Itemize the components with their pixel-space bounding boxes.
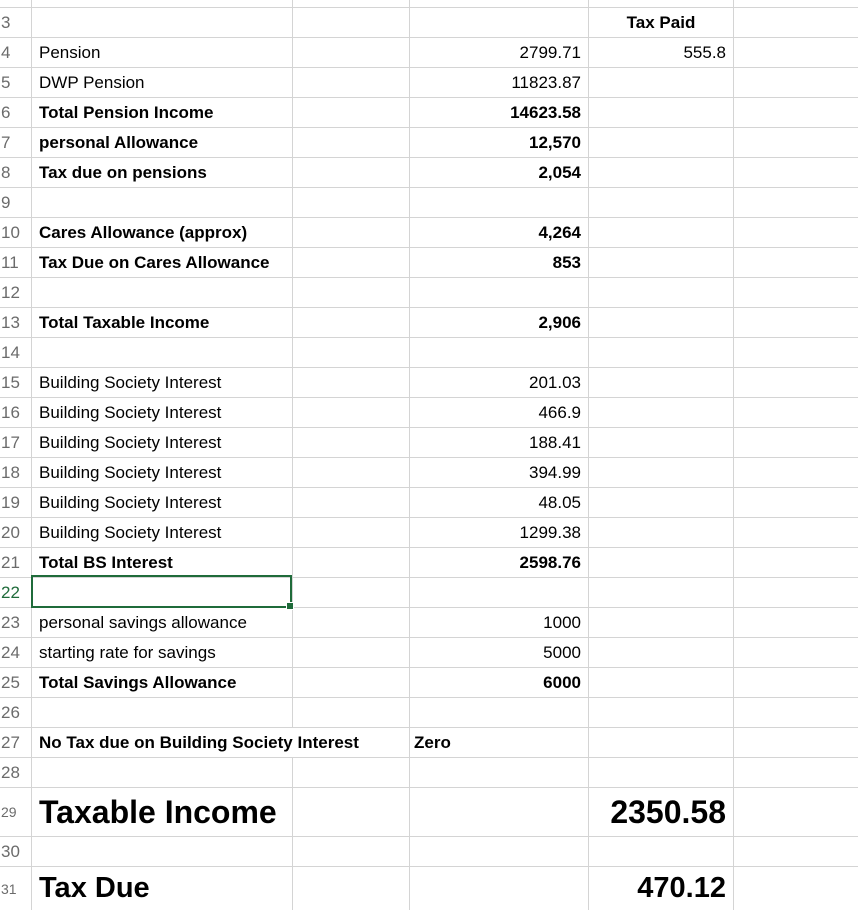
cell-d28[interactable]	[588, 758, 733, 787]
cell-e25[interactable]	[733, 668, 858, 697]
row-9	[0, 188, 858, 218]
cell-e27[interactable]	[733, 728, 858, 757]
row-number[interactable]: 26	[1, 702, 20, 722]
cell-c10[interactable]: 4,264	[409, 218, 588, 247]
cell-d3-tax-paid-header[interactable]: Tax Paid	[588, 8, 733, 37]
grid-top-edge	[0, 0, 858, 8]
row-17	[0, 428, 858, 458]
cell-d13[interactable]	[588, 308, 733, 337]
cell-e28[interactable]	[733, 758, 858, 787]
row-31	[0, 867, 858, 910]
cell-c7[interactable]: 12,570	[409, 128, 588, 157]
row-number[interactable]: 17	[1, 432, 20, 452]
cell-c20[interactable]: 1299.38	[409, 518, 588, 547]
cell-b19[interactable]	[292, 488, 409, 517]
cell-e14[interactable]	[733, 338, 858, 367]
row-22	[0, 578, 858, 608]
cell-d31[interactable]: 470.12	[588, 867, 733, 910]
cell-a6[interactable]: Total Pension Income	[31, 98, 292, 127]
grid-col-divider	[409, 0, 410, 8]
cell-d11[interactable]	[588, 248, 733, 277]
row-number[interactable]: 15	[1, 372, 20, 392]
cell-b29[interactable]	[292, 788, 409, 836]
cell-c19[interactable]: 48.05	[409, 488, 588, 517]
cell-d17[interactable]	[588, 428, 733, 457]
cell-a21[interactable]: Total BS Interest	[31, 548, 292, 577]
cell-a18[interactable]: Building Society Interest	[31, 458, 292, 487]
cell-c24[interactable]: 5000	[409, 638, 588, 667]
cell-d4[interactable]: 555.8	[588, 38, 733, 67]
cell-a3[interactable]	[31, 8, 292, 37]
cell-c26[interactable]	[409, 698, 588, 727]
cell-c9[interactable]	[409, 188, 588, 217]
cell-c5[interactable]: 11823.87	[409, 68, 588, 97]
cell-d5[interactable]	[588, 68, 733, 97]
row-number[interactable]: 12	[1, 282, 20, 302]
row-number[interactable]: 14	[1, 342, 20, 362]
cell-d9[interactable]	[588, 188, 733, 217]
row-11	[0, 248, 858, 278]
row-12	[0, 278, 858, 308]
grid-col-divider	[588, 0, 589, 8]
cell-b24[interactable]	[292, 638, 409, 667]
cell-b10[interactable]	[292, 218, 409, 247]
cell-b15[interactable]	[292, 368, 409, 397]
cell-d18[interactable]	[588, 458, 733, 487]
cell-d10[interactable]	[588, 218, 733, 247]
cell-a13[interactable]: Total Taxable Income	[31, 308, 292, 337]
cell-e26[interactable]	[733, 698, 858, 727]
row-6	[0, 98, 858, 128]
cell-e7[interactable]	[733, 128, 858, 157]
cell-a23[interactable]: personal savings allowance	[31, 608, 292, 637]
row-number[interactable]: 7	[1, 132, 11, 152]
cell-b16[interactable]	[292, 398, 409, 427]
row-number[interactable]: 30	[1, 841, 20, 861]
cell-c3[interactable]	[409, 8, 588, 37]
cell-c14[interactable]	[409, 338, 588, 367]
cell-e11[interactable]	[733, 248, 858, 277]
row-21	[0, 548, 858, 578]
cell-c12[interactable]	[409, 278, 588, 307]
cell-d23[interactable]	[588, 608, 733, 637]
cell-e19[interactable]	[733, 488, 858, 517]
row-number[interactable]: 10	[1, 222, 20, 242]
row-10	[0, 218, 858, 248]
row-27	[0, 728, 858, 758]
row-13	[0, 308, 858, 338]
cell-d26[interactable]	[588, 698, 733, 727]
cell-c30[interactable]	[409, 837, 588, 866]
row-number[interactable]: 8	[1, 162, 11, 182]
row-8	[0, 158, 858, 188]
cell-d22[interactable]	[588, 578, 733, 607]
fill-handle[interactable]	[286, 602, 294, 610]
row-number[interactable]: 24	[1, 642, 20, 662]
cell-b22[interactable]	[292, 578, 409, 607]
cell-e22[interactable]	[733, 578, 858, 607]
cell-a4[interactable]: Pension	[31, 38, 292, 67]
cell-b17[interactable]	[292, 428, 409, 457]
row-number[interactable]: 3	[1, 12, 11, 32]
cell-c29[interactable]	[409, 788, 588, 836]
cell-a12[interactable]	[31, 278, 292, 307]
cell-a27[interactable]: No Tax due on Building Society Interest	[31, 728, 409, 757]
cell-c17[interactable]: 188.41	[409, 428, 588, 457]
cell-b13[interactable]	[292, 308, 409, 337]
cell-a22-selected[interactable]	[31, 578, 292, 607]
row-23	[0, 608, 858, 638]
row-5	[0, 68, 858, 98]
row-14	[0, 338, 858, 368]
cell-c25[interactable]: 6000	[409, 668, 588, 697]
row-26	[0, 698, 858, 728]
row-18	[0, 458, 858, 488]
row-number[interactable]: 20	[1, 522, 20, 542]
cell-a5[interactable]: DWP Pension	[31, 68, 292, 97]
cell-e31[interactable]	[733, 867, 858, 910]
cell-d19[interactable]	[588, 488, 733, 517]
cell-e29[interactable]	[733, 788, 858, 836]
cell-e20[interactable]	[733, 518, 858, 547]
cell-a16[interactable]: Building Society Interest	[31, 398, 292, 427]
grid-col-divider	[733, 0, 734, 8]
cell-e6[interactable]	[733, 98, 858, 127]
row-3	[0, 8, 858, 38]
cell-d14[interactable]	[588, 338, 733, 367]
cell-c6[interactable]: 14623.58	[409, 98, 588, 127]
cell-e5[interactable]	[733, 68, 858, 97]
cell-e12[interactable]	[733, 278, 858, 307]
grid-col-divider	[292, 0, 293, 8]
cell-b28[interactable]	[292, 758, 409, 787]
cell-b7[interactable]	[292, 128, 409, 157]
row-30	[0, 837, 858, 867]
row-number[interactable]: 13	[1, 312, 20, 332]
cell-e17[interactable]	[733, 428, 858, 457]
cell-a14[interactable]	[31, 338, 292, 367]
cell-c31[interactable]	[409, 867, 588, 910]
row-number[interactable]: 16	[1, 402, 20, 422]
cell-d25[interactable]	[588, 668, 733, 697]
row-19	[0, 488, 858, 518]
cell-a7[interactable]: personal Allowance	[31, 128, 292, 157]
cell-a17[interactable]: Building Society Interest	[31, 428, 292, 457]
cell-a29[interactable]: Taxable Income	[31, 788, 292, 836]
cell-a9[interactable]	[31, 188, 292, 217]
row-28	[0, 758, 858, 788]
cell-c22[interactable]	[409, 578, 588, 607]
cell-d6[interactable]	[588, 98, 733, 127]
cell-b25[interactable]	[292, 668, 409, 697]
cell-b3[interactable]	[292, 8, 409, 37]
cell-b4[interactable]	[292, 38, 409, 67]
cell-a31[interactable]: Tax Due	[31, 867, 292, 910]
cell-a10[interactable]: Cares Allowance (approx)	[31, 218, 292, 247]
cell-b6[interactable]	[292, 98, 409, 127]
grid-col-divider	[31, 0, 32, 8]
cell-e18[interactable]	[733, 458, 858, 487]
cell-b12[interactable]	[292, 278, 409, 307]
row-number-active[interactable]: 22	[1, 582, 20, 602]
cell-b5[interactable]	[292, 68, 409, 97]
cell-a11[interactable]: Tax Due on Cares Allowance	[31, 248, 292, 277]
cell-e10[interactable]	[733, 218, 858, 247]
row-number[interactable]: 29	[1, 804, 17, 820]
row-20	[0, 518, 858, 548]
row-number[interactable]: 18	[1, 462, 20, 482]
cell-c16[interactable]: 466.9	[409, 398, 588, 427]
cell-d29[interactable]: 2350.58	[588, 788, 733, 836]
row-25	[0, 668, 858, 698]
cell-c23[interactable]: 1000	[409, 608, 588, 637]
cell-d24[interactable]	[588, 638, 733, 667]
cell-a30[interactable]	[31, 837, 292, 866]
cell-b30[interactable]	[292, 837, 409, 866]
row-number[interactable]: 19	[1, 492, 20, 512]
cell-c15[interactable]: 201.03	[409, 368, 588, 397]
cell-e30[interactable]	[733, 837, 858, 866]
row-number[interactable]: 21	[1, 552, 20, 572]
cell-e21[interactable]	[733, 548, 858, 577]
cell-e24[interactable]	[733, 638, 858, 667]
cell-a20[interactable]: Building Society Interest	[31, 518, 292, 547]
cell-b31[interactable]	[292, 867, 409, 910]
cell-d15[interactable]	[588, 368, 733, 397]
cell-d8[interactable]	[588, 158, 733, 187]
cell-a26[interactable]	[31, 698, 292, 727]
cell-b9[interactable]	[292, 188, 409, 217]
row-15	[0, 368, 858, 398]
cell-e16[interactable]	[733, 398, 858, 427]
cell-b27[interactable]: Zero	[409, 728, 588, 757]
row-29	[0, 788, 858, 837]
row-number[interactable]: 31	[1, 880, 17, 897]
cell-c21[interactable]: 2598.76	[409, 548, 588, 577]
row-number[interactable]: 25	[1, 672, 20, 692]
row-number[interactable]: 28	[1, 762, 20, 782]
row-number[interactable]: 11	[1, 252, 19, 272]
cell-b23[interactable]	[292, 608, 409, 637]
cell-a15[interactable]: Building Society Interest	[31, 368, 292, 397]
cell-a24[interactable]: starting rate for savings	[31, 638, 292, 667]
cell-e23[interactable]	[733, 608, 858, 637]
row-number[interactable]: 5	[1, 72, 11, 92]
cell-c18[interactable]: 394.99	[409, 458, 588, 487]
cell-e8[interactable]	[733, 158, 858, 187]
cell-c28[interactable]	[409, 758, 588, 787]
cell-e13[interactable]	[733, 308, 858, 337]
row-24	[0, 638, 858, 668]
cell-d30[interactable]	[588, 837, 733, 866]
cell-a25[interactable]: Total Savings Allowance	[31, 668, 292, 697]
cell-b14[interactable]	[292, 338, 409, 367]
cell-a8[interactable]: Tax due on pensions	[31, 158, 292, 187]
cell-e4[interactable]	[733, 38, 858, 67]
cell-b18[interactable]	[292, 458, 409, 487]
cell-e3[interactable]	[733, 8, 858, 37]
cell-b11[interactable]	[292, 248, 409, 277]
row-4	[0, 38, 858, 68]
cell-c8[interactable]: 2,054	[409, 158, 588, 187]
cell-a28[interactable]	[31, 758, 292, 787]
cell-c13[interactable]: 2,906	[409, 308, 588, 337]
cell-d27[interactable]	[588, 728, 733, 757]
row-number[interactable]: 6	[1, 102, 11, 122]
cell-c4[interactable]: 2799.71	[409, 38, 588, 67]
row-number[interactable]: 4	[1, 42, 11, 62]
cell-b8[interactable]	[292, 158, 409, 187]
cell-d16[interactable]	[588, 398, 733, 427]
cell-e15[interactable]	[733, 368, 858, 397]
row-16	[0, 398, 858, 428]
cell-d7[interactable]	[588, 128, 733, 157]
cell-b26[interactable]	[292, 698, 409, 727]
row-number[interactable]: 23	[1, 612, 20, 632]
cell-b21[interactable]	[292, 548, 409, 577]
row-number[interactable]: 9	[1, 192, 11, 212]
row-number[interactable]: 27	[1, 732, 20, 752]
cell-b20[interactable]	[292, 518, 409, 547]
cell-d12[interactable]	[588, 278, 733, 307]
cell-d20[interactable]	[588, 518, 733, 547]
cell-c11[interactable]: 853	[409, 248, 588, 277]
cell-e9[interactable]	[733, 188, 858, 217]
cell-d21[interactable]	[588, 548, 733, 577]
cell-a19[interactable]: Building Society Interest	[31, 488, 292, 517]
row-7	[0, 128, 858, 158]
